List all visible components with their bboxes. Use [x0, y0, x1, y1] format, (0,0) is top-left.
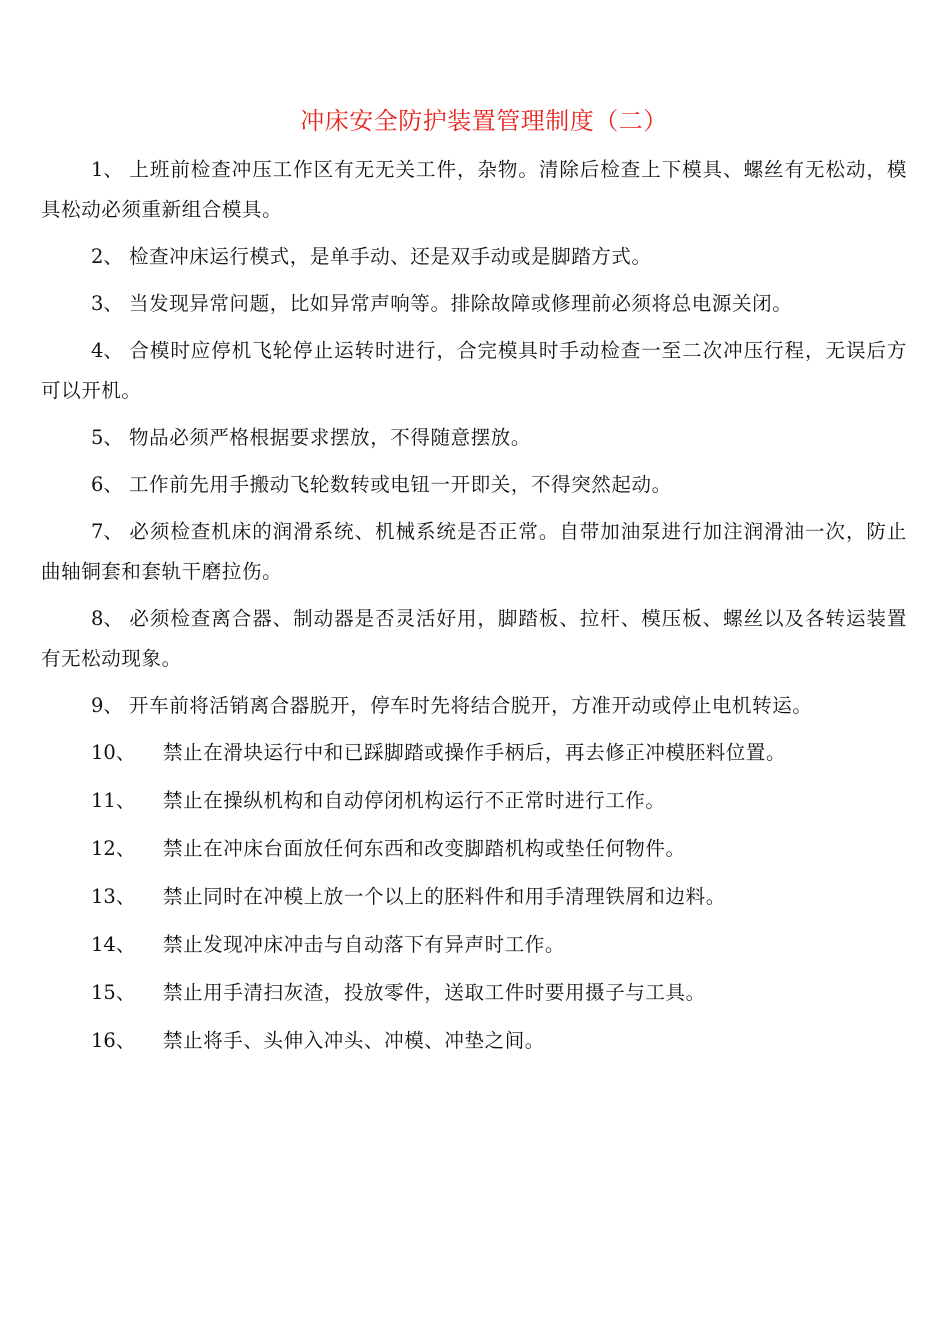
- rule-text: 必须检查离合器、制动器是否灵活好用，脚踏板、拉杆、模压板、螺丝以及各转运装置有无松动现象。: [41, 607, 907, 670]
- rule-number: 11、: [91, 789, 136, 812]
- rule-item-14: [41, 925, 907, 965]
- rules-list: [41, 150, 907, 1069]
- rule-number: 10、: [91, 741, 136, 764]
- rule-item-6: [41, 465, 907, 505]
- rule-number: 16、: [91, 1029, 136, 1052]
- rule-item-3: [41, 284, 907, 324]
- rule-number: 7、: [91, 520, 123, 543]
- rule-item-16: [41, 1021, 907, 1061]
- rule-item-4: [41, 331, 907, 411]
- rule-text: 物品必须严格根据要求摆放，不得随意摆放。: [129, 426, 532, 449]
- rule-text: 禁止在冲床台面放任何东西和改变脚踏机构或垫任何物件。: [163, 837, 686, 860]
- rule-number: 13、: [91, 885, 136, 908]
- rule-item-12: [41, 829, 907, 869]
- rule-number: 9、: [91, 694, 123, 717]
- rule-text: 禁止发现冲床冲击与自动落下有异声时工作。: [163, 933, 566, 956]
- rule-number: 5、: [91, 426, 123, 449]
- rule-item-15: [41, 973, 907, 1013]
- rule-number: 6、: [91, 473, 123, 496]
- rule-text: 必须检查机床的润滑系统、机械系统是否正常。自带加油泵进行加注润滑油一次，防止曲轴铜套和套轨干磨拉伤。: [41, 520, 907, 583]
- rule-item-10: [41, 733, 907, 773]
- rule-item-8: [41, 599, 907, 679]
- rule-number: 1、: [91, 158, 123, 181]
- rule-item-11: [41, 781, 907, 821]
- rule-text: 工作前先用手搬动飞轮数转或电钮一开即关，不得突然起动。: [129, 473, 672, 496]
- document-title: 冲床安全防护装置管理制度（二）: [300, 107, 668, 135]
- rule-item-13: [41, 877, 907, 917]
- rule-text: 禁止同时在冲模上放一个以上的胚料件和用手清理铁屑和边料。: [163, 885, 726, 908]
- rule-item-5: [41, 418, 907, 458]
- rule-text: 上班前检查冲压工作区有无无关工件，杂物。清除后检查上下模具、螺丝有无松动，模具松动必须重新组合模具。: [41, 158, 907, 221]
- rule-number: 4、: [91, 339, 123, 362]
- rule-number: 8、: [91, 607, 123, 630]
- rule-text: 合模时应停机飞轮停止运转时进行，合完模具时手动检查一至二次冲压行程，无误后方可以开机。: [41, 339, 907, 402]
- rule-number: 15、: [91, 981, 136, 1004]
- rule-text: 当发现异常问题，比如异常声响等。排除故障或修理前必须将总电源关闭。: [129, 292, 793, 315]
- rule-item-1: [41, 150, 907, 230]
- rule-number: 3、: [91, 292, 123, 315]
- rule-text: 禁止用手清扫灰渣，投放零件，送取工件时要用摄子与工具。: [163, 981, 706, 1004]
- rule-number: 14、: [91, 933, 136, 956]
- rule-text: 检查冲床运行模式，是单手动、还是双手动或是脚踏方式。: [129, 245, 652, 268]
- rule-item-7: [41, 512, 907, 592]
- rule-text: 禁止将手、头伸入冲头、冲模、冲垫之间。: [163, 1029, 545, 1052]
- rule-item-9: [41, 686, 907, 726]
- rule-number: 12、: [91, 837, 136, 860]
- rule-text: 开车前将活销离合器脱开，停车时先将结合脱开，方准开动或停止电机转运。: [129, 694, 813, 717]
- rule-item-2: [41, 237, 907, 277]
- rule-number: 2、: [91, 245, 123, 268]
- rule-text: 禁止在滑块运行中和已踩脚踏或操作手柄后，再去修正冲模胚料位置。: [163, 741, 787, 764]
- rule-text: 禁止在操纵机构和自动停闭机构运行不正常时进行工作。: [163, 789, 666, 812]
